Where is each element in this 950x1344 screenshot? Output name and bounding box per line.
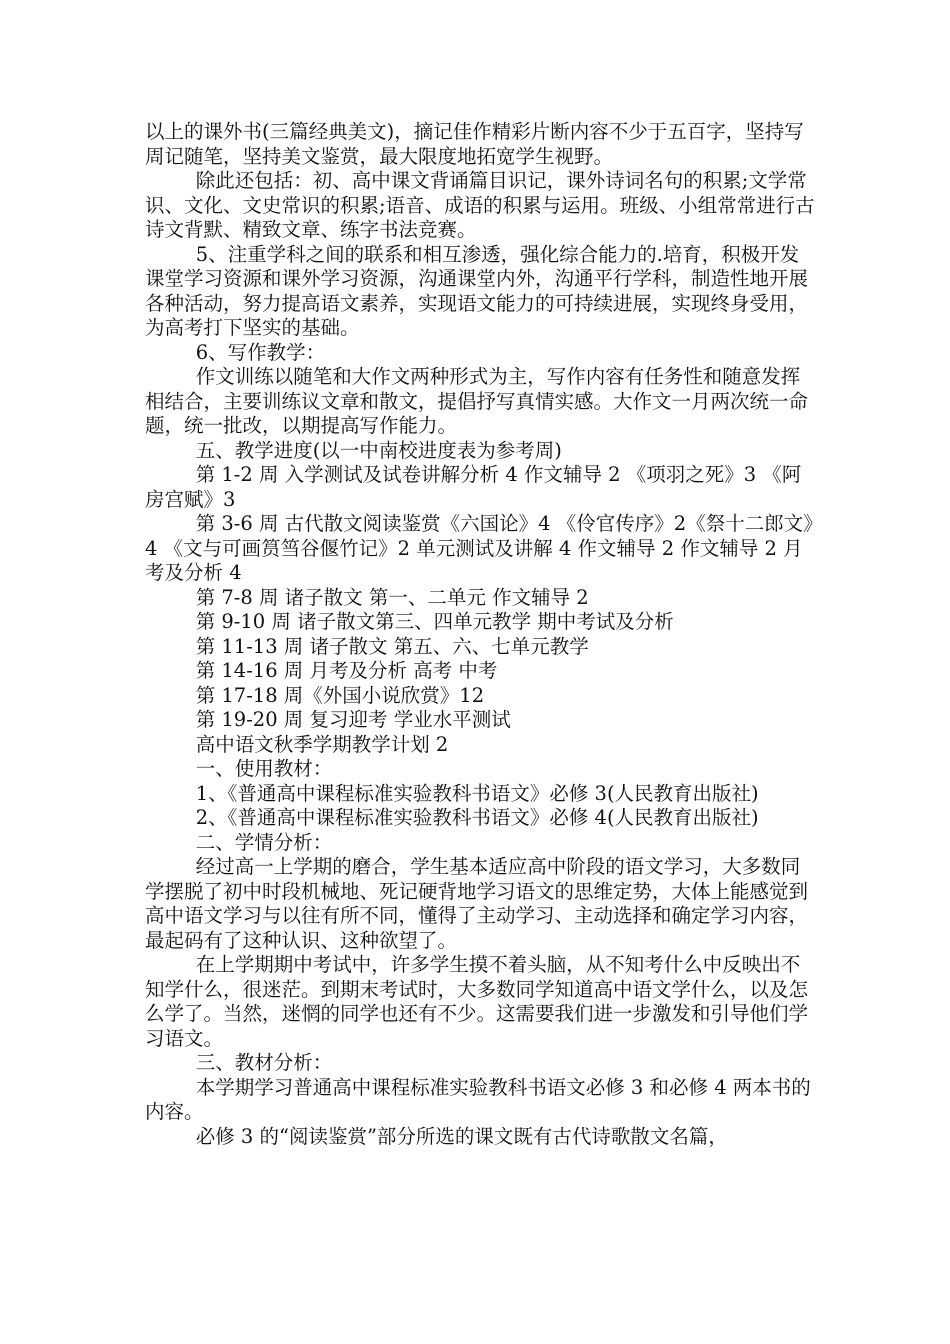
paragraph-7: 第 1-2 周 入学测试及试卷讲解分析 4 作文辅导 2 《项羽之死》3 《阿房宫赋》3 xyxy=(145,463,802,511)
paragraph-24: 必修 3 的“阅读鉴赏”部分所选的课文既有古代诗歌散文名篇， xyxy=(195,1124,728,1148)
paragraph-1: 以上的课外书(三篇经典美文)，摘记佳作精彩片断内容不少于五百字，坚持写周记随笔，坚持美文鉴赏，最大限度地拓宽学生视野。 xyxy=(145,120,804,168)
paragraph-22: 三、教材分析： xyxy=(195,1051,333,1074)
paragraph-23: 本学期学习普通高中课程标准实验教科书语文必修 3 和必修 4 两本书的内容。 xyxy=(145,1075,811,1123)
paragraph-10: 第 9-10 周 诸子散文第三、四单元教学 期中考试及分析 xyxy=(195,610,674,633)
paragraph-13: 第 17-18 周《外国小说欣赏》12 xyxy=(195,683,485,707)
paragraph-15: 高中语文秋季学期教学计划 2 xyxy=(195,732,449,756)
paragraph-17: 1、《普通高中课程标准实验教科书语文》必修 3(人民教育出版社) xyxy=(195,781,759,805)
paragraph-21: 在上学期期中考试中，许多学生摸不着头脑，从不知考什么中反映出不知学什么，很迷茫。到期末考试时，大多数同学知道高中语文学什么，以及怎么学了。当然，迷惘的同学也还有不少。这需要我们进一步激发和引导他们学习语文。 xyxy=(145,953,809,1050)
paragraph-18: 2、《普通高中课程标准实验教科书语文》必修 4(人民教育出版社) xyxy=(195,806,759,829)
paragraph-20: 经过高一上学期的磨合，学生基本适应高中阶段的语文学习，大多数同学摆脱了初中时段机械地、死记硬背地学习语文的思维定势，大体上能感觉到高中语文学习与以往有所不同，懂得了主动学习、主动选择和确定学习内容，最起码有了这种认识、这种欲望了。 xyxy=(145,855,809,952)
paragraph-2: 除此还包括：初、高中课文背诵篇目识记，课外诗词名句的积累;文学常识、文化、文史常识的积累;语音、成语的积累与运用。班级、小组常常进行古诗文背默、精致文章、练字书法竞赛。 xyxy=(145,169,815,241)
paragraph-9: 第 7-8 周 诸子散文 第一、二单元 作文辅导 2 xyxy=(195,585,589,609)
paragraph-12: 第 14-16 周 月考及分析 高考 中考 xyxy=(195,659,498,682)
paragraph-8: 第 3-6 周 古代散文阅读鉴赏《六国论》4 《伶官传序》2《祭十二郎文》4 《文与可画筼筜谷偃竹记》2 单元测试及讲解 4 作文辅导 2 作文辅导 2 月考及分析 4 xyxy=(145,512,813,584)
paragraph-11: 第 11-13 周 诸子散文 第五、六、七单元教学 xyxy=(195,634,589,658)
paragraph-4: 6、写作教学： xyxy=(195,340,326,364)
paragraph-3: 5、注重学科之间的联系和相互渗透，强化综合能力的.培育，积极开发课堂学习资源和课外学习资源，沟通课堂内外，沟通平行学科，制造性地开展各种活动，努力提高语文素养，实现语文能力的可持续进展，实现终身受用，为高考打下坚实的基础。 xyxy=(145,242,809,339)
document-body xyxy=(145,120,815,1149)
paragraph-16: 一、使用教材： xyxy=(195,757,333,780)
paragraph-14: 第 19-20 周 复习迎考 学业水平测试 xyxy=(195,708,511,731)
paragraph-5: 作文训练以随笔和大作文两种形式为主，写作内容有任务性和随意发挥相结合，主要训练议文章和散文，提倡抒写真情实感。大作文一月两次统一命题，统一批改，以期提高写作能力。 xyxy=(145,365,809,437)
paragraph-6: 五、教学进度(以一中南校进度表为参考周) xyxy=(195,438,562,462)
paragraph-19: 二、学情分析： xyxy=(195,830,333,854)
